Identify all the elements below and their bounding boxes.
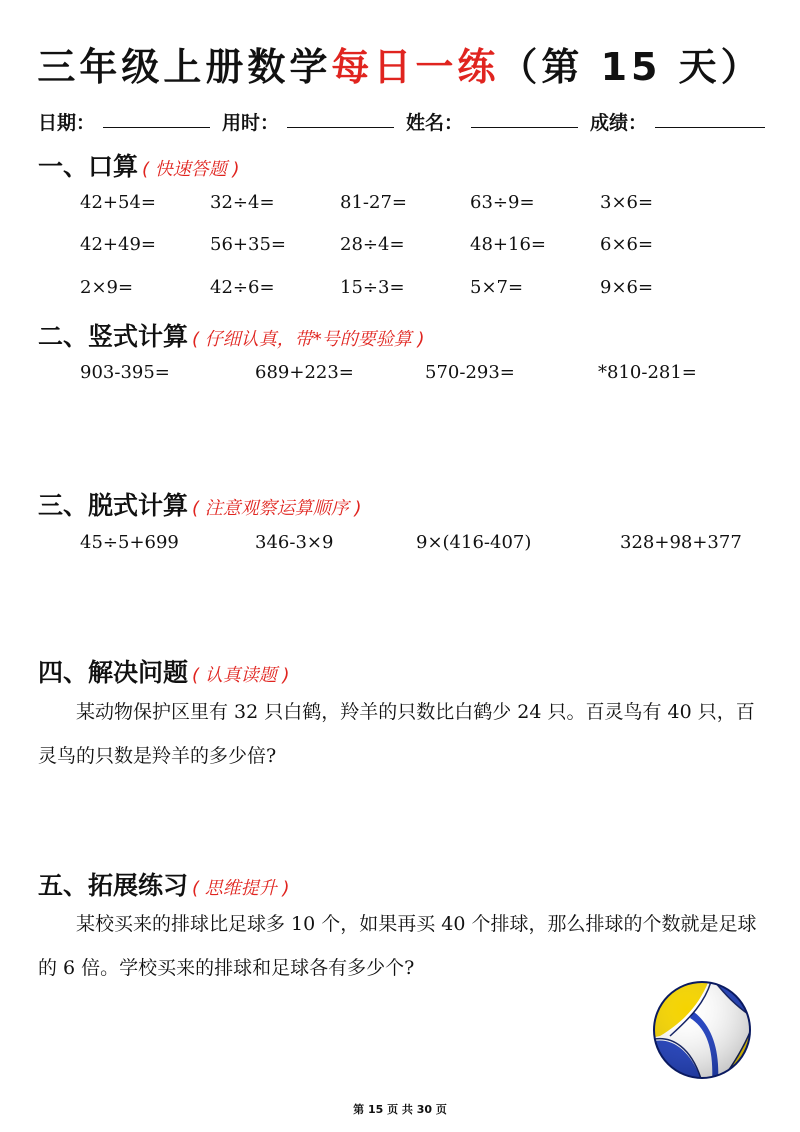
stepwise-calc-question: 9×(416-407) bbox=[416, 532, 532, 553]
section2-heading: 二、竖式计算 ( 仔细认真，带*号的要验算 ) bbox=[38, 322, 425, 351]
extension-problem-text: 某校买来的排球比足球多 10 个，如果再买 40 个排球，那么排球的个数就是足球的 6 倍。学校买来的排球和足球各有多少个? bbox=[38, 913, 757, 979]
time-blank[interactable] bbox=[287, 127, 394, 128]
oral-question: 48+16= bbox=[470, 234, 546, 255]
title-red: 每日一练 bbox=[331, 45, 500, 89]
stepwise-calc-question: 328+98+377 bbox=[620, 532, 742, 553]
oral-question: 9×6= bbox=[600, 277, 654, 298]
title-day: （第 15 天） bbox=[499, 45, 763, 89]
oral-question: 32÷4= bbox=[210, 192, 275, 213]
page-footer: 第 15 页 共 30 页 bbox=[353, 1103, 447, 1116]
page-title bbox=[0, 36, 800, 91]
oral-question: 42+49= bbox=[80, 234, 156, 255]
volleyball-icon bbox=[650, 978, 754, 1082]
vertical-calc-question: 570-293= bbox=[425, 362, 515, 383]
oral-question: 63÷9= bbox=[470, 192, 535, 213]
section5-heading: 五、拓展练习 ( 思维提升 ) bbox=[38, 871, 290, 900]
section3-heading: 三、脱式计算 ( 注意观察运算顺序 ) bbox=[38, 491, 362, 520]
section4-note: ( 认真读题 ) bbox=[192, 665, 290, 686]
oral-question: 28÷4= bbox=[340, 234, 405, 255]
score-label: 成绩： bbox=[590, 112, 648, 134]
oral-question: 5×7= bbox=[470, 277, 524, 298]
time-label: 用时： bbox=[222, 112, 280, 134]
oral-question: 42÷6= bbox=[210, 277, 275, 298]
stepwise-calc-question: 45÷5+699 bbox=[80, 532, 179, 553]
title-black: 三年级上册数学 bbox=[37, 45, 332, 89]
oral-question: 2×9= bbox=[80, 277, 134, 298]
section4-heading: 四、解决问题 ( 认真读题 ) bbox=[38, 658, 290, 687]
oral-question: 15÷3= bbox=[340, 277, 405, 298]
vertical-calc-question: 903-395= bbox=[80, 362, 170, 383]
section1-heading: 一、口算 ( 快速答题 ) bbox=[38, 152, 240, 181]
word-problem-text: 某动物保护区里有 32 只白鹤，羚羊的只数比白鹤少 24 只。百灵鸟有 40 只，百灵鸟的只数是羚羊的多少倍? bbox=[38, 701, 755, 767]
section5-note: ( 思维提升 ) bbox=[192, 878, 290, 899]
date-label: 日期： bbox=[38, 112, 96, 134]
vertical-calc-question: *810-281= bbox=[598, 362, 697, 383]
vertical-calc-question: 689+223= bbox=[255, 362, 354, 383]
name-label: 姓名： bbox=[406, 112, 464, 134]
volleyball-icon bbox=[650, 978, 754, 1082]
oral-question: 81-27= bbox=[340, 192, 407, 213]
section1-note: ( 快速答题 ) bbox=[142, 159, 240, 180]
section3-note: ( 注意观察运算顺序 ) bbox=[192, 498, 362, 519]
stepwise-calc-question: 346-3×9 bbox=[255, 532, 334, 553]
name-blank[interactable] bbox=[471, 127, 578, 128]
oral-question: 42+54= bbox=[80, 192, 156, 213]
section2-note: ( 仔细认真，带*号的要验算 ) bbox=[192, 329, 425, 350]
date-blank[interactable] bbox=[103, 127, 210, 128]
oral-question: 3×6= bbox=[600, 192, 654, 213]
score-blank[interactable] bbox=[655, 127, 765, 128]
oral-question: 56+35= bbox=[210, 234, 286, 255]
oral-question: 6×6= bbox=[600, 234, 654, 255]
